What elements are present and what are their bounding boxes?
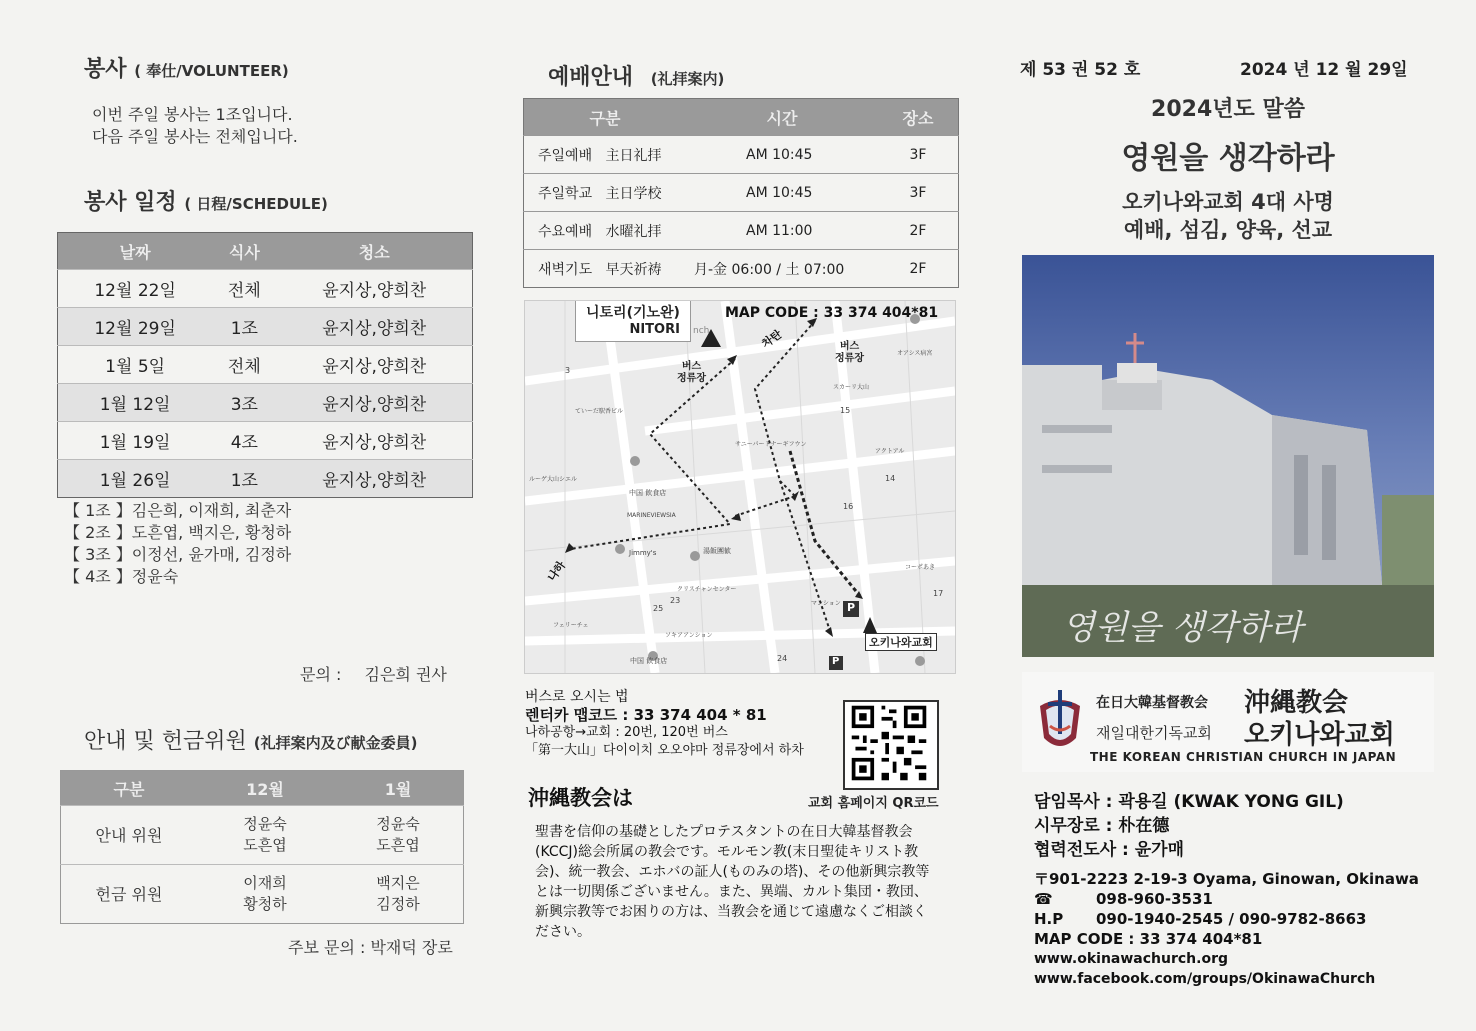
map-number: 14 (885, 474, 896, 483)
bus-guide (525, 688, 804, 760)
usher-role: 헌금 위원 (61, 865, 198, 924)
map-place-label: MARINEVIEWSIA (627, 512, 676, 519)
schedule-cleaning: 윤지상,양희찬 (276, 384, 472, 422)
schedule-cleaning: 윤지상,양희찬 (276, 460, 472, 498)
worship-time: 月-金 06:00 / 土 07:00 (686, 250, 878, 288)
worship-place: 2F (878, 250, 959, 288)
schedule-date: 1월 26일 (58, 460, 213, 498)
inquiry-label: 문의 : (300, 665, 342, 684)
church-website-link[interactable]: www.okinawachurch.org (1034, 951, 1229, 967)
worship-place: 3F (878, 174, 959, 212)
schedule-col-meal: 식사 (212, 233, 276, 270)
worship-header-row (524, 99, 959, 136)
table-row (58, 422, 473, 460)
schedule-col-cleaning: 청소 (276, 233, 472, 270)
map-number: 25 (653, 604, 664, 613)
bus-guide-title: 버스로 오시는 법 (525, 689, 629, 705)
worship-type-ko: 수요예배 (538, 223, 593, 240)
volunteer-inquiry (300, 662, 447, 685)
schedule-date: 1월 19일 (58, 422, 213, 460)
usher-col-december: 12월 (197, 771, 333, 806)
map-place-label: アクトアル (875, 448, 905, 455)
road-label: 차탄 (759, 327, 785, 351)
schedule-date: 1월 5일 (58, 346, 213, 384)
schedule-table (57, 232, 473, 498)
table-row (58, 460, 473, 498)
schedule-date: 12월 29일 (58, 308, 213, 346)
staff-list (1034, 790, 1344, 862)
map-place-label: 中国 飲食店 (630, 657, 668, 665)
usher-col-type: 구분 (61, 771, 198, 806)
bus-stop-label: 버스 정류장 (835, 341, 864, 364)
worship-type (524, 250, 687, 288)
worship-type-ko: 새벽기도 (538, 261, 593, 278)
usher-person: 김정하 (376, 895, 420, 913)
usher-subtitle: (礼拝案内及び献金委員) (253, 734, 418, 752)
rental-mapcode: 렌터카 맵코드 : 33 374 404 * 81 (525, 706, 767, 724)
worship-type (524, 212, 687, 250)
worship-type-jp: 水曜礼拝 (605, 223, 662, 240)
church-identity (1022, 672, 1434, 772)
usher-january (333, 806, 464, 865)
usher-person: 정윤숙 (243, 815, 287, 833)
schedule-header-row (58, 233, 473, 270)
usher-person: 도흔엽 (376, 836, 420, 854)
worship-time: AM 10:45 (686, 136, 878, 174)
schedule-title: 봉사 일정 (84, 190, 177, 215)
church-name-jp-small: 在日大韓基督教会 (1096, 695, 1208, 711)
map-place-label: クリスチャンセンター (677, 586, 737, 593)
usher-december (197, 806, 333, 865)
worship-place: 2F (878, 212, 959, 250)
table-row (61, 865, 464, 924)
bus-stop-instruction: 「第一大山」다이이치 오오야마 정류장에서 하차 (525, 743, 804, 758)
schedule-cleaning: 윤지상,양희찬 (276, 422, 472, 460)
map-place-label: フェリーチェ (553, 622, 589, 629)
worship-type-jp: 主日礼拝 (605, 147, 662, 164)
svg-text:nch: nch (693, 326, 710, 336)
group-list (64, 500, 291, 588)
map-place-label: サニーパートナーギフウン (735, 441, 807, 448)
table-row (524, 136, 959, 174)
worship-table (523, 98, 959, 288)
usher-january (333, 865, 464, 924)
map-place-label: コーポあき (905, 564, 936, 571)
map-minor-streets (525, 301, 955, 673)
map-place-label: 中国 飲食店 (629, 489, 667, 497)
church-name-en: THE KOREAN CHRISTIAN CHURCH IN JAPAN (1090, 750, 1397, 764)
airport-route: 나하공항→교회 : 20번, 120번 버스 (525, 725, 728, 740)
volunteer-heading (84, 52, 289, 83)
schedule-cleaning: 윤지상,양희찬 (276, 346, 472, 384)
mobile-numbers: 090-1940-2545 / 090-9782-8663 (1096, 910, 1367, 928)
inquiry-name: 김은희 권사 (364, 665, 447, 684)
table-row (58, 270, 473, 308)
map-place-label: スカーリ大山 (833, 384, 870, 391)
schedule-cleaning: 윤지상,양희찬 (276, 308, 472, 346)
about-church-title: 沖縄教会は (528, 786, 633, 810)
table-row (524, 174, 959, 212)
evangelist-name: 협력전도사 : 윤가매 (1034, 840, 1185, 860)
usher-person: 정윤숙 (376, 815, 420, 833)
map-streets (525, 301, 955, 673)
parking-label: P (847, 601, 856, 614)
schedule-heading (84, 185, 328, 216)
usher-role: 안내 위원 (61, 806, 198, 865)
phone-line (1034, 889, 1419, 909)
worship-time: AM 10:45 (686, 174, 878, 212)
church-name-ko-small: 재일대한기독교회 (1096, 724, 1212, 742)
table-row (61, 806, 464, 865)
mission-list: 예배, 섬김, 양육, 선교 (1123, 218, 1333, 242)
map-code-label: MAP CODE : 33 374 404*81 (725, 305, 939, 321)
schedule-meal: 4조 (212, 422, 276, 460)
schedule-meal: 전체 (212, 270, 276, 308)
naha-label: 나하 (545, 558, 569, 584)
table-row (524, 250, 959, 288)
usher-header-row (61, 771, 464, 806)
church-logo-icon (1032, 686, 1088, 756)
church-name-jp: 沖縄教会 (1244, 688, 1349, 718)
usher-person: 도흔엽 (243, 836, 287, 854)
church-building-photo (1022, 255, 1434, 657)
phone-number: 098-960-3531 (1096, 890, 1213, 908)
mission-heading: 오키나와교회 4대 사명 (1122, 190, 1334, 214)
schedule-date: 1월 12일 (58, 384, 213, 422)
map-number: 15 (840, 406, 851, 415)
schedule-meal: 전체 (212, 346, 276, 384)
usher-person: 황청하 (243, 895, 287, 913)
mobile-line (1034, 909, 1419, 929)
volunteer-line-next-week: 다음 주일 봉사는 전체입니다. (92, 127, 298, 146)
map-place-label: マンション (811, 600, 841, 607)
group-item: 【 3조 】이정선, 윤가매, 김정하 (64, 545, 292, 564)
table-row (58, 346, 473, 384)
church-map-label: 오키나와교회 (865, 633, 937, 651)
phone-icon: ☎ (1034, 890, 1053, 908)
map-number: 17 (933, 589, 944, 598)
map-place-label: Jimmy's (629, 549, 657, 557)
year-word-label: 2024년도 말씀 (1151, 97, 1305, 122)
photo-caption: 영원을 생각하라 (1062, 608, 1303, 648)
bulletin-date: 2024 년 12 월 29일 (1240, 60, 1408, 80)
map-number: 16 (843, 502, 854, 511)
worship-type-ko: 주일예배 (538, 147, 593, 164)
church-photo-graphic (1022, 255, 1434, 657)
usher-table (60, 770, 464, 924)
map-place-label: 湯飯團歓 (703, 547, 731, 555)
nitori-name-ko: 니토리(기노완) (586, 305, 680, 321)
nitori-name-en: NITORI (629, 322, 680, 337)
worship-col-type: 구분 (524, 99, 687, 136)
usher-december (197, 865, 333, 924)
church-map-code: MAP CODE : 33 374 404*81 (1034, 930, 1263, 948)
worship-subtitle: (礼拝案内) (650, 70, 725, 88)
table-row (58, 308, 473, 346)
volunteer-subtitle: ( 奉仕/VOLUNTEER) (134, 62, 289, 80)
bus-stop-label: 버스 정류장 (677, 361, 706, 384)
usher-person: 이재희 (243, 874, 287, 892)
group-item: 【 2조 】도흔엽, 백지은, 황청하 (64, 523, 292, 542)
schedule-meal: 1조 (212, 460, 276, 498)
usher-heading (84, 724, 417, 755)
map-number: 3 (565, 366, 571, 375)
worship-place: 3F (878, 136, 959, 174)
volunteer-title: 봉사 (84, 57, 127, 82)
map-place-label: ていーだ駅香ビル (575, 408, 624, 415)
church-name-ko: 오키나와교회 (1244, 720, 1395, 750)
mobile-label: H.P (1034, 910, 1064, 928)
worship-type-ko: 주일학교 (538, 185, 593, 202)
contact-info (1034, 869, 1419, 989)
schedule-date: 12월 22일 (58, 270, 213, 308)
nitori-label (575, 300, 691, 342)
usher-col-january: 1월 (333, 771, 464, 806)
church-facebook-link[interactable]: www.facebook.com/groups/OkinawaChurch (1034, 971, 1376, 987)
map-place-label: ルーゲ大山シエル (529, 476, 578, 483)
table-row (524, 212, 959, 250)
worship-type (524, 136, 687, 174)
schedule-subtitle: ( 日程/SCHEDULE) (184, 195, 328, 213)
about-church-text: 聖書を信仰の基礎としたプロテスタントの在日大韓基督教会(KCCJ)総会所属の教会です。モルモン教(末日聖徒キリスト教会)、統一教会、エホバの証人(ものみの塔)、その他新興宗教等とは一切関係ございません。また、異端、カルト集団・教団、新興宗教等でお困りの方は、当教会を通じて遠慮なくご相談ください。 (535, 824, 930, 940)
worship-col-time: 시간 (686, 99, 878, 136)
table-row (58, 384, 473, 422)
usher-person: 백지은 (376, 874, 420, 892)
parking-label: P (832, 656, 840, 667)
worship-time: AM 11:00 (686, 212, 878, 250)
worship-heading (548, 60, 724, 91)
volunteer-notice (92, 104, 298, 148)
worship-type-jp: 早天祈祷 (605, 261, 662, 278)
elder-name: 시무장로 : 朴在德 (1034, 816, 1170, 836)
group-item: 【 4조 】정윤숙 (64, 567, 179, 586)
schedule-meal: 3조 (212, 384, 276, 422)
volume-number: 제 53 권 52 호 (1020, 60, 1141, 80)
homepage-qr-code[interactable] (843, 700, 939, 790)
map-graphic (525, 301, 955, 673)
schedule-meal: 1조 (212, 308, 276, 346)
worship-type (524, 174, 687, 212)
qr-caption: 교회 홈페이지 QR코드 (808, 796, 939, 811)
worship-title: 예배안내 (548, 65, 634, 90)
schedule-cleaning: 윤지상,양희찬 (276, 270, 472, 308)
qr-code-icon (845, 702, 933, 784)
pastor-name: 담임목사 : 곽용길 (KWAK YONG GIL) (1034, 792, 1344, 812)
volunteer-line-this-week: 이번 주일 봉사는 1조입니다. (92, 105, 293, 124)
map-place-label: ソキアアンション (665, 632, 713, 639)
group-item: 【 1조 】김은희, 이재희, 최춘자 (64, 501, 292, 520)
map-number: 23 (670, 596, 681, 605)
map-number: 24 (777, 654, 788, 663)
church-address: 〒901-2223 2-19-3 Oyama, Ginowan, Okinawa (1034, 870, 1419, 888)
schedule-col-date: 날짜 (58, 233, 213, 270)
bulletin-inquiry: 주보 문의 : 박재덕 장로 (288, 938, 453, 957)
worship-type-jp: 主日学校 (605, 185, 662, 202)
worship-col-place: 장소 (878, 99, 959, 136)
theme-title: 영원을 생각하라 (1121, 141, 1335, 176)
map-place-label: オアシス病宮 (897, 350, 933, 357)
church-location-map[interactable] (524, 300, 956, 674)
usher-title: 안내 및 헌금위원 (84, 729, 247, 754)
